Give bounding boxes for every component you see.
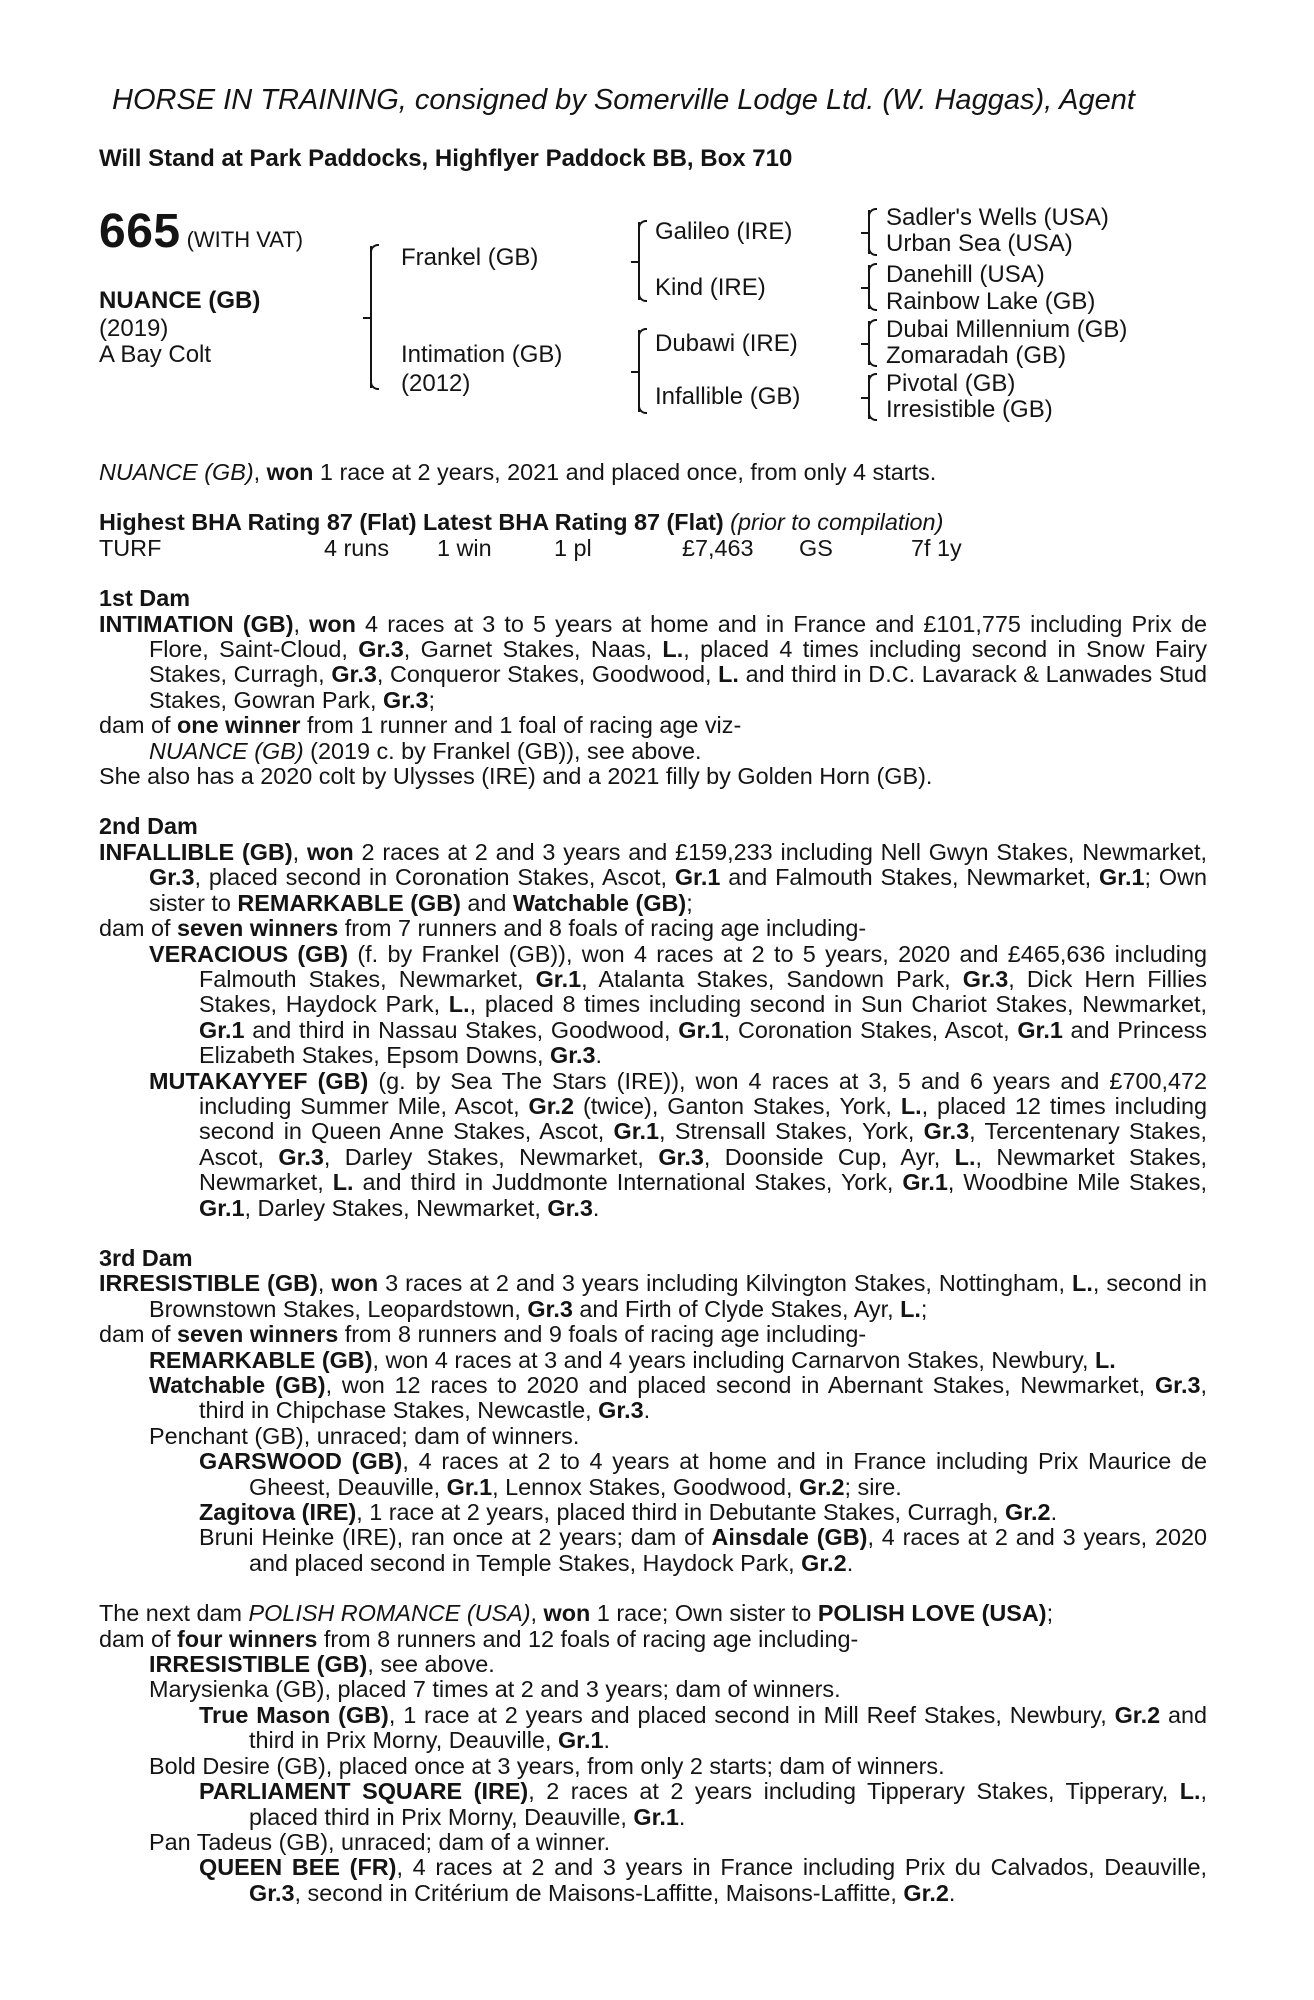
bha-rating-note: (prior to compilation) [730, 509, 944, 536]
record-going: GS [799, 534, 833, 561]
pedigree-brace-sire [638, 222, 640, 300]
dam3-produce: dam of seven winners from 8 runners and 9 foals of racing age including- [99, 1321, 867, 1348]
stand-location: Will Stand at Park Paddocks, Highflyer Paddock BB, Box 710 [99, 145, 793, 172]
bha-rating-label: Highest BHA Rating 87 (Flat) Latest BHA Rating 87 (Flat) [99, 509, 724, 536]
record-earnings: £7,463 [682, 534, 754, 561]
pedigree-brace-dam [638, 330, 640, 412]
pedigree-g3-4: Rainbow Lake (GB) [886, 288, 1096, 315]
vat-note: (WITH VAT) [186, 227, 304, 252]
dam1-produce: dam of one winner from 1 runner and 1 foal of racing age viz- [99, 712, 742, 739]
pedigree-g3-3: Danehill (USA) [886, 261, 1045, 288]
pedigree-brace-g1 [868, 210, 870, 254]
dam1-foals: She also has a 2020 colt by Ulysses (IRE) and a 2021 filly by Golden Horn (GB). [99, 763, 933, 790]
summary-won: won [266, 459, 314, 485]
next-dam-grand-true-mason: True Mason (GB), 1 race at 2 years and placed second in Mill Reef Stakes, Newbury, Gr.2 and third in Prix Morny, Deauville, Gr.1. [199, 1701, 1208, 1754]
dam3-offspring-penchant: Penchant (GB), unraced; dam of winners. [149, 1422, 580, 1449]
dam1-record: INTIMATION (GB), won 4 races at 3 to 5 years at home and in France and £101,775 including Prix de Flore, Saint-Cloud, Gr.3, Garnet Stakes, Naas, L., placed 4 times including second in Snow Fairy Stakes, Curragh, Gr.3, Conqueror Stakes, Goodwood, L. and third in D.C. Lavarack & Lanwades Stud Stakes, Gowran Park, Gr.3; [99, 610, 1207, 713]
bha-rating [99, 510, 1207, 535]
next-dam-offspring-bold-desire: Bold Desire (GB), placed once at 3 years, from only 2 starts; dam of winners. [149, 1752, 945, 1779]
pedigree-dam-sire: Dubawi (IRE) [655, 330, 798, 357]
next-dam-offspring-pan-tadeus: Pan Tadeus (GB), unraced; dam of a winner. [149, 1828, 611, 1855]
pedigree-dam: Intimation (GB) [401, 341, 563, 368]
page-title: HORSE IN TRAINING, consigned by Somerville Lodge Ltd. (W. Haggas), Agent [112, 84, 1135, 116]
horse-name: NUANCE (GB) [99, 287, 261, 314]
pedigree-g3-8: Irresistible (GB) [886, 396, 1053, 423]
horse-description: A Bay Colt [99, 341, 212, 368]
dam2-offspring-veracious: VERACIOUS (GB) (f. by Frankel (GB)), won 4 races at 2 to 5 years, 2020 and £465,636 including Falmouth Stakes, Newmarket, Gr.1, Atalanta Stakes, Sandown Park, Gr.3, Dick Hern Fillies Stakes, Haydock Park, L., placed 8 times including second in Sun Chariot Stakes, Newmarket, Gr.1 and third in Nassau Stakes, Goodwood, Gr.1, Coronation Stakes, Ascot, Gr.1 and Princess Elizabeth Stakes, Epsom Downs, Gr.3. [149, 940, 1208, 1069]
next-dam-record: The next dam POLISH ROMANCE (USA), won 1 race; Own sister to POLISH LOVE (USA); [99, 1600, 1054, 1627]
pedigree-g3-6: Zomaradah (GB) [886, 342, 1067, 369]
dam3-offspring-watchable: Watchable (GB), won 12 races to 2020 and placed second in Abernant Stakes, Newmarket, Gr.3, third in Chipchase Stakes, Newcastle, Gr.3. [149, 1372, 1207, 1424]
pedigree-g3-2: Urban Sea (USA) [886, 230, 1073, 257]
dam3-offspring-remarkable: REMARKABLE (GB), won 4 races at 3 and 4 years including Carnarvon Stakes, Newbury, L. [149, 1346, 1116, 1373]
pedigree-sire-dam: Kind (IRE) [655, 274, 766, 301]
section-2nd-dam: 2nd Dam [99, 813, 198, 840]
pedigree-g3-7: Pivotal (GB) [886, 370, 1016, 397]
pedigree-brace-main [370, 246, 372, 388]
pedigree-brace-g4 [868, 375, 870, 419]
pedigree-dam-dam: Infallible (GB) [655, 383, 801, 410]
dam2-record: INFALLIBLE (GB), won 2 races at 2 and 3 years and £159,233 including Nell Gwyn Stakes, Newmarket, Gr.3, placed second in Coronation Stakes, Ascot, Gr.1 and Falmouth Stakes, Newmarket, Gr.1; Own sister to REMARKABLE (GB) and Watchable (GB); [99, 838, 1207, 916]
dam2-offspring-mutakayyef: MUTAKAYYEF (GB) (g. by Sea The Stars (IRE)), won 4 races at 3, 5 and 6 years and £700,472 including Summer Mile, Ascot, Gr.2 (twice), Ganton Stakes, York, L., placed 12 times including second in Queen Anne Stakes, Ascot, Gr.1, Strensall Stakes, York, Gr.3, Tercentenary Stakes, Ascot, Gr.3, Darley Stakes, Newmarket, Gr.3, Doonside Cup, Ayr, L., Newmarket Stakes, Newmarket, L. and third in Juddmonte International Stakes, York, Gr.1, Woodbine Mile Stakes, Gr.1, Darley Stakes, Newmarket, Gr.3. [149, 1067, 1208, 1221]
pedigree-g3-5: Dubai Millennium (GB) [886, 316, 1128, 343]
pedigree-dam-year: (2012) [401, 370, 471, 397]
catalogue-body [99, 460, 1207, 1906]
race-summary: NUANCE (GB), won 1 race at 2 years, 2021 and placed once, from only 4 starts. [99, 459, 937, 485]
pedigree-brace-g2 [868, 265, 870, 309]
dam1-offspring-nuance: NUANCE (GB) (2019 c. by Frankel (GB)), see above. [149, 737, 702, 764]
next-dam-grand-parliament-square: PARLIAMENT SQUARE (IRE), 2 races at 2 years including Tipperary Stakes, Tipperary, L., placed third in Prix Morny, Deauville, Gr.1. [199, 1778, 1207, 1830]
next-dam-grand-queen-bee: QUEEN BEE (FR), 4 races at 2 and 3 years in France including Prix du Calvados, Deauville, Gr.3, second in Critérium de Maisons-Laffitte, Maisons-Laffitte, Gr.2. [199, 1854, 1208, 1906]
race-record-row [99, 536, 1207, 561]
section-3rd-dam: 3rd Dam [99, 1244, 193, 1271]
horse-year: (2019) [99, 315, 169, 342]
pedigree-brace-g3 [868, 321, 870, 365]
pedigree-g3-1: Sadler's Wells (USA) [886, 204, 1109, 231]
record-distance: 7f 1y [911, 534, 962, 561]
dam3-grand-bruni-heinke: Bruni Heinke (IRE), ran once at 2 years; dam of Ainsdale (GB), 4 races at 2 and 3 years, 2020 and placed second in Temple Stakes, Haydock Park, Gr.2. [199, 1524, 1207, 1576]
lot-number [99, 204, 303, 259]
summary-horse-name: NUANCE (GB) [99, 459, 254, 485]
next-dam-produce: dam of four winners from 8 runners and 12 foals of racing age including- [99, 1625, 859, 1652]
dam2-produce: dam of seven winners from 7 runners and 8 foals of racing age including- [99, 915, 867, 942]
record-surface: TURF [99, 534, 162, 561]
record-runs: 4 runs [324, 534, 390, 561]
dam3-grand-garswood: GARSWOOD (GB), 4 races at 2 to 4 years at home and in France including Prix Maurice de Gheest, Deauville, Gr.1, Lennox Stakes, Goodwood, Gr.2; sire. [199, 1448, 1207, 1500]
dam3-record: IRRESISTIBLE (GB), won 3 races at 2 and 3 years including Kilvington Stakes, Nottingham, L., second in Brownstown Stakes, Leopardstown, Gr.3 and Firth of Clyde Stakes, Ayr, L.; [99, 1270, 1207, 1322]
next-dam-offspring-irresistible: IRRESISTIBLE (GB), see above. [149, 1651, 495, 1678]
section-1st-dam: 1st Dam [99, 585, 191, 612]
pedigree-sire: Frankel (GB) [401, 244, 539, 271]
record-places: 1 pl [554, 534, 592, 561]
dam3-grand-zagitova: Zagitova (IRE), 1 race at 2 years, placed third in Debutante Stakes, Curragh, Gr.2. [199, 1499, 1058, 1526]
pedigree-sire-sire: Galileo (IRE) [655, 218, 793, 245]
lot-number-value: 665 [99, 205, 181, 258]
next-dam-offspring-marysienka: Marysienka (GB), placed 7 times at 2 and 3 years; dam of winners. [149, 1676, 841, 1703]
record-wins: 1 win [437, 534, 492, 561]
summary-text: 1 race at 2 years, 2021 and placed once, from only 4 starts. [313, 459, 937, 485]
